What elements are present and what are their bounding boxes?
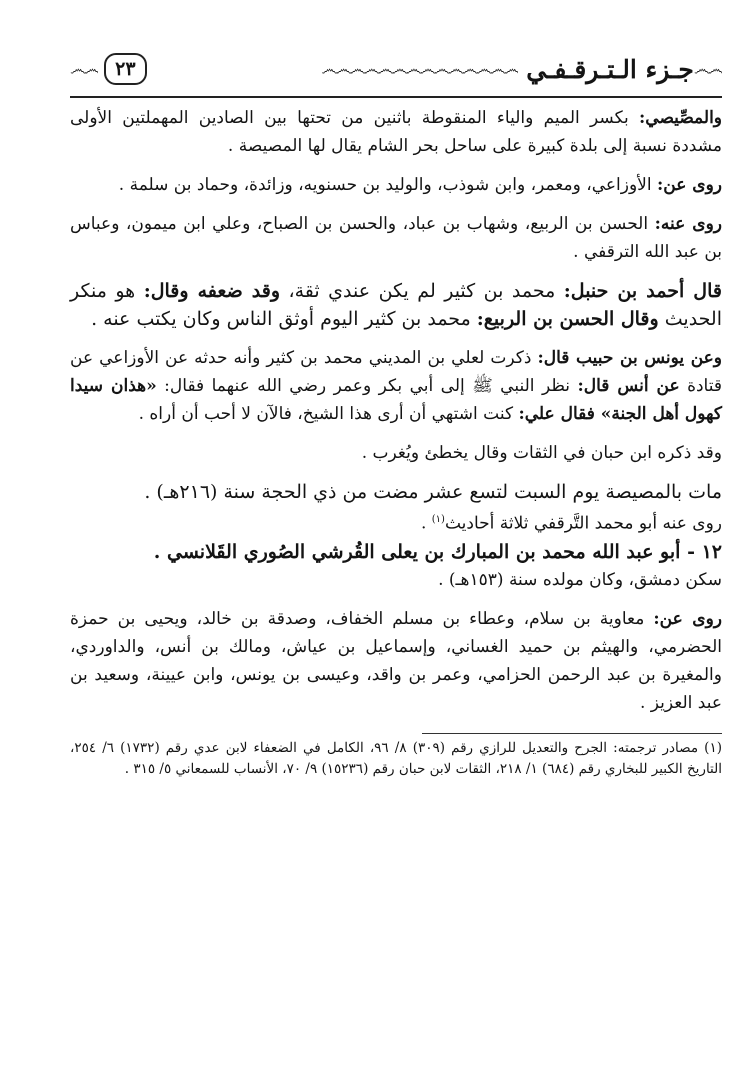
paragraph-narrated-from-2: [70, 605, 722, 717]
paragraph-text: الأوزاعي، ومعمر، وابن شوذب، والوليد بن حسنويه، وزائدة، وحماد بن سلمة .: [118, 175, 657, 195]
report-label: عن أنس قال:: [577, 376, 680, 396]
book-page: [70, 44, 722, 780]
paragraph-narrated-by: [70, 210, 722, 266]
footnote-ref: (١): [431, 514, 445, 525]
entry-heading: [70, 538, 722, 566]
term-label: والمصِّيصي:: [639, 108, 722, 128]
paragraph-text: سكن دمشق، وكان مولده سنة (١٥٣هـ) .: [438, 569, 722, 590]
paragraph-opinions: [70, 277, 722, 333]
paragraph-ibn-hibban: [70, 439, 722, 467]
paragraph-text: وقد ذكره ابن حبان في الثقات وقال يخطئ ويُغرب .: [361, 443, 722, 463]
header-ornament-right: ෴෴෴෴෴෴෴෴෴෴෴෴෴෴: [321, 58, 519, 80]
footnote: (١) مصادر ترجمته: الجرح والتعديل للرازي رقم (٣٠٩) ٨/ ٩٦، الكامل في الضعفاء لابن عدي رقم (١٧٣٢) ٦/ ٢٥٤، التاريخ الكبير للبخاري رقم (٦٨٤) ١/ ٢١٨، الثقات لابن حبان رقم (١٥٢٣٦) ٩/ ٧٠، الأنساب للسمعاني ٥/ ٣١٥ .: [70, 739, 722, 777]
paragraph-residence: [70, 566, 722, 594]
narrated-by-label: روى عنه:: [654, 214, 722, 234]
report-label: فقال علي:: [518, 404, 601, 424]
paragraph-text: محمد بن كثير لم يكن عندي ثقة،: [280, 280, 564, 302]
narrated-from-label: روى عن:: [653, 608, 722, 629]
narrated-from-label: روى عن:: [656, 175, 722, 195]
paragraph-text: هو منكر الحديث: [70, 280, 722, 330]
header-ornament-after-title: ෴෴: [693, 58, 722, 80]
paragraph-death: [70, 478, 722, 506]
entry-name: أبو عبد الله محمد بن المبارك بن يعلى القُرشي الصُوري القَلانسي .: [153, 540, 688, 563]
hadith-quote: «هذان سيدا كهول أهل الجنة»: [70, 376, 722, 424]
paragraph-text: ذكرت لعلي بن المديني محمد بن كثير وأنه حدثه عن الأوزاعي عن قتادة: [70, 348, 722, 396]
paragraph-narrations-count: [70, 506, 722, 538]
opinion-label: وقال الحسن بن الربيع:: [476, 308, 659, 330]
paragraph-hadith: [70, 344, 722, 428]
running-header: [70, 44, 722, 94]
paragraph-text: محمد بن كثير اليوم أوثق الناس وكان يكتب عنه .: [91, 308, 477, 330]
running-title: جـزء الـتـرقـفـي: [526, 54, 694, 84]
footnote-separator: [422, 733, 722, 734]
entry-number: ١٢ -: [687, 540, 722, 563]
page-content: [70, 104, 722, 717]
opinion-label: قال أحمد بن حنبل:: [563, 280, 722, 302]
paragraph-text: روى عنه أبو محمد التَّرقفي ثلاثة أحاديث: [444, 513, 722, 534]
page-number: ٢٣: [104, 53, 146, 85]
header-ornament-left: ෴෴: [70, 58, 99, 80]
paragraph-narrated-from: [70, 171, 722, 199]
paragraph-nisba: [70, 104, 722, 160]
paragraph-text: مات بالمصيصة يوم السبت لتسع عشر مضت من ذي الحجة سنة (٢١٦هـ) .: [144, 481, 722, 503]
header-rule: [70, 96, 722, 98]
report-label: وعن يونس بن حبيب قال:: [537, 348, 723, 368]
paragraph-text: نظر النبي ﷺ إلى أبي بكر وعمر رضي الله عنهما فقال:: [156, 376, 578, 396]
paragraph-text: .: [420, 513, 432, 534]
paragraph-text: معاوية بن سلام، وعطاء بن مسلم الخفاف، وصدقة بن خالد، ويحيى بن حمزة الحضرمي، والهيثم بن حميد الغساني، وإسماعيل بن عياش، ومالك بن أنس، والداوردي، والمغيرة بن عبد الرحمن الحزامي، وعمر بن واقد، وعيسى بن يونس، وابن عيينة، وسعيد بن عبد العزيز .: [70, 608, 722, 713]
paragraph-text: الحسن بن الربيع، وشهاب بن عباد، والحسن بن الصباح، وعلي ابن ميمون، وعباس بن عبد الله الترقفي .: [70, 214, 722, 262]
opinion-label: وقد ضعفه وقال:: [143, 280, 280, 302]
paragraph-text: كنت اشتهي أن أرى هذا الشيخ، فالآن لا أحب أن أراه .: [138, 404, 519, 424]
paragraph-text: بكسر الميم والياء المنقوطة باثنين من تحتها بين الصادين المهملتين الأولى مشددة نسبة إلى بلدة كبيرة على ساحل بحر الشام يقال لها المصيصة .: [70, 108, 722, 156]
